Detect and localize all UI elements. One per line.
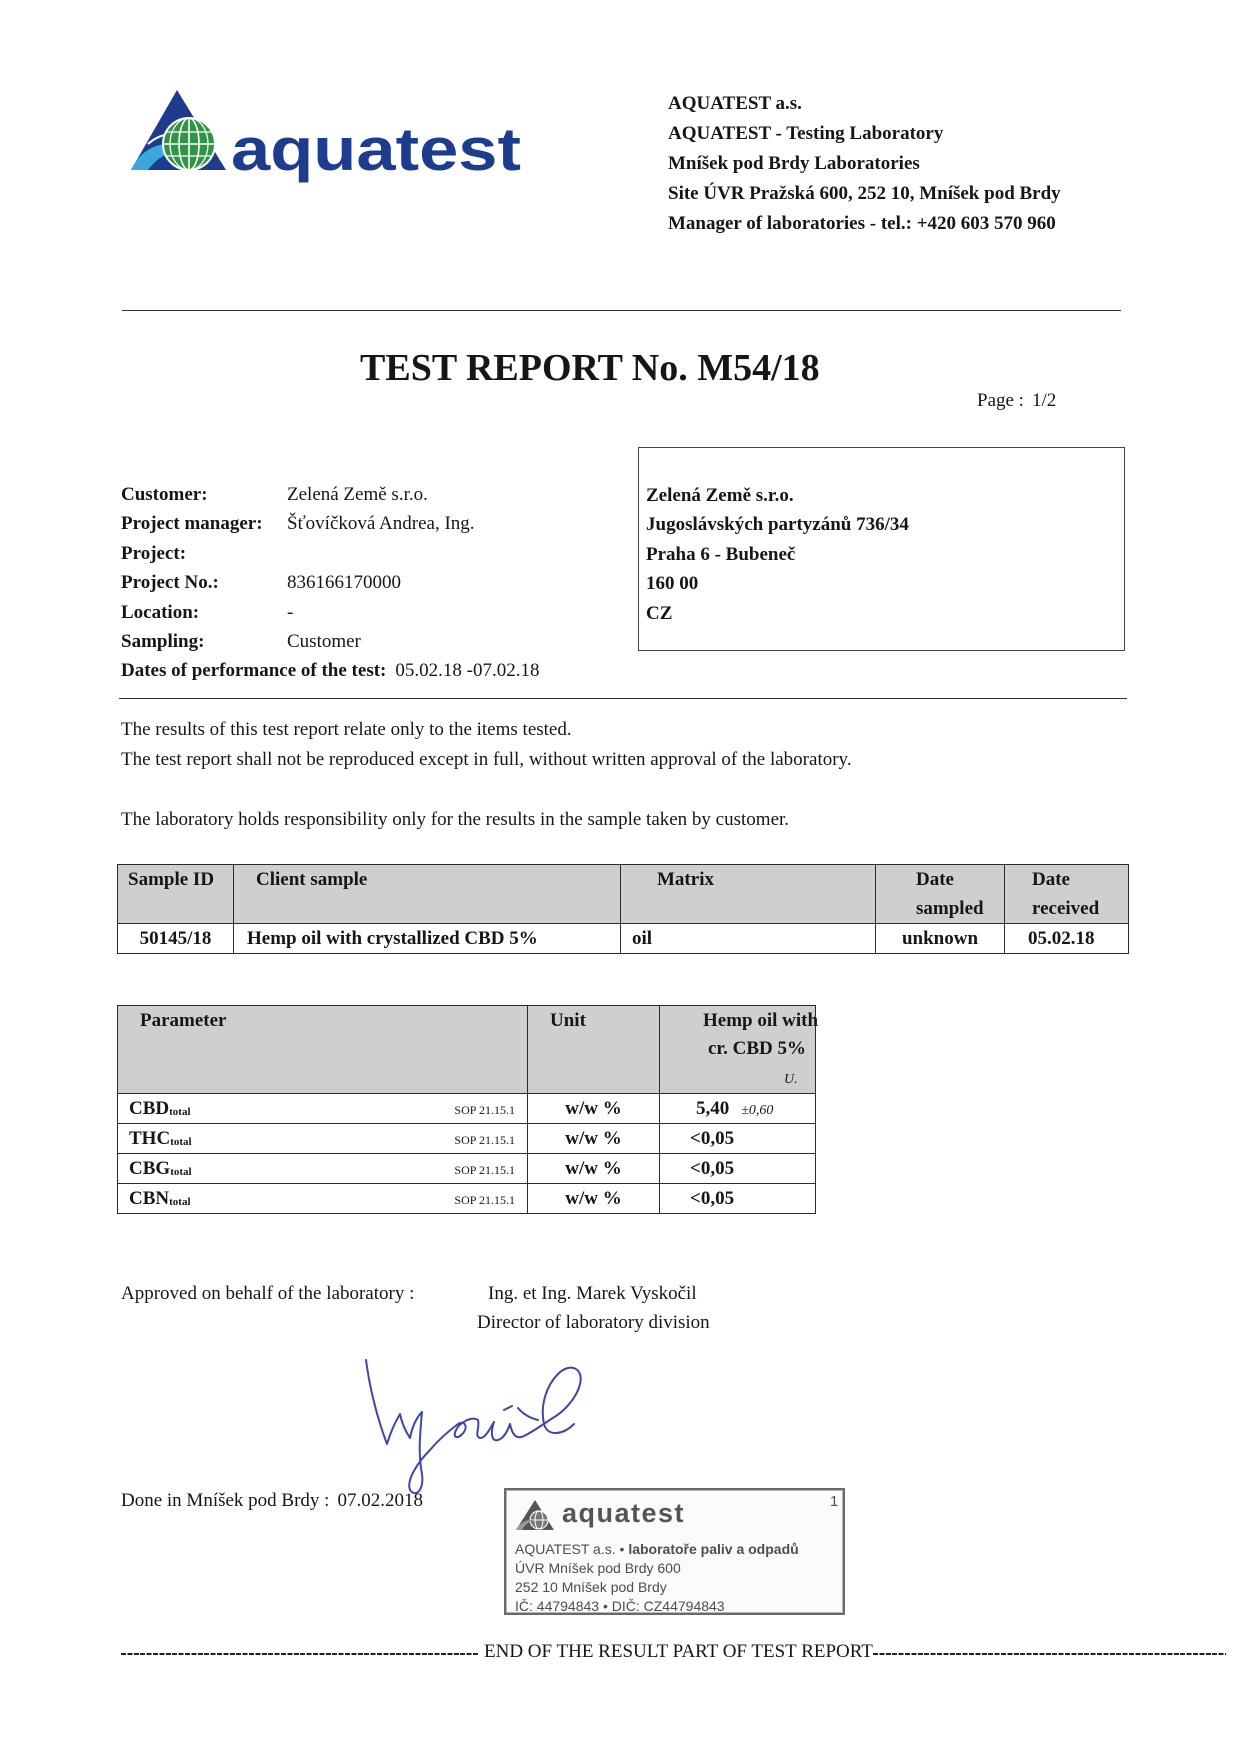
value-cell — [660, 1184, 816, 1214]
field-label: Project No.: — [121, 572, 219, 594]
parameter-name — [129, 1188, 191, 1210]
table-row — [118, 1154, 816, 1184]
dashed-rule — [121, 1653, 478, 1654]
date-received-cell: 05.02.18 — [1005, 924, 1129, 954]
stamp-address-line: ÚVR Mníšek pod Brdy 600 — [515, 1560, 681, 1576]
parameter-name — [129, 1158, 192, 1180]
end-of-results-text: END OF THE RESULT PART OF TEST REPORT — [484, 1641, 873, 1662]
globe-icon — [163, 118, 215, 170]
dashed-rule — [873, 1653, 1226, 1654]
date-sampled-cell: unknown — [876, 924, 1005, 954]
sample-id-cell: 50145/18 — [118, 924, 234, 954]
client-sample-cell: Hemp oil with crystallized CBD 5% — [234, 924, 621, 954]
lab-contact: Manager of laboratories - tel.: +420 603 570 960 — [668, 213, 1056, 234]
place-and-date — [121, 1490, 423, 1512]
field-value: Customer — [287, 630, 361, 652]
parameter-name — [129, 1128, 192, 1150]
table-row — [118, 1094, 816, 1124]
stamp-ids-line: IČ: 44794843 • DIČ: CZ44794843 — [515, 1598, 725, 1614]
parameter-cell — [118, 1124, 528, 1154]
parameter-cell — [118, 1184, 528, 1214]
sample-table — [117, 864, 1129, 954]
result-value: <0,05 — [690, 1157, 735, 1179]
customer-row — [121, 480, 539, 509]
table-header-row — [118, 865, 1129, 924]
customer-info — [121, 480, 539, 686]
method-code: SOP 21.15.1 — [454, 1162, 515, 1177]
results-table — [117, 1005, 819, 1214]
column-header-sample-id: Sample ID — [118, 865, 234, 924]
method-code: SOP 21.15.1 — [454, 1102, 515, 1117]
location-row — [121, 598, 539, 627]
header-divider — [122, 310, 1121, 311]
parameter-cell — [118, 1094, 528, 1124]
field-label: Project: — [121, 542, 187, 564]
logo-wordmark: aquatest — [231, 116, 522, 183]
address-line: Praha 6 - Bubeneč — [646, 543, 796, 565]
project-manager-row — [121, 509, 539, 538]
place-label: Done in Mníšek pod Brdy : — [121, 1490, 330, 1511]
column-header-date-received — [1005, 865, 1129, 924]
stamp-logo-icon — [515, 1499, 555, 1531]
parameter-subscript: total — [169, 1195, 191, 1208]
column-header-unit: Unit — [528, 1006, 660, 1094]
address-line: Zelená Země s.r.o. — [646, 485, 794, 506]
parameter-symbol: CBG — [129, 1157, 171, 1179]
column-header-date-sampled — [876, 865, 1005, 924]
field-value: Šťovíčková Andrea, Ing. — [287, 513, 475, 535]
method-code: SOP 21.15.1 — [454, 1192, 515, 1207]
project-number-row — [121, 568, 539, 597]
field-value: Zelená Země s.r.o. — [287, 484, 428, 505]
header-line: Date — [916, 869, 954, 890]
parameter-subscript: total — [169, 1105, 191, 1118]
table-row — [118, 1184, 816, 1214]
unit-cell: w/w % — [528, 1124, 660, 1154]
note-line: The test report shall not be reproduced except in full, without written approval of the laboratory. — [121, 749, 852, 770]
page-value: 1/2 — [1031, 390, 1057, 411]
header-line: cr. CBD 5% — [708, 1038, 806, 1059]
parameter-symbol: CBD — [129, 1097, 170, 1119]
matrix-cell: oil — [621, 924, 876, 954]
address-line: Jugoslávských partyzánů 736/34 — [646, 514, 909, 536]
note-line: The results of this test report relate only to the items tested. — [121, 719, 572, 740]
result-value: <0,05 — [690, 1127, 735, 1149]
field-label: Sampling: — [121, 630, 205, 652]
table-row — [118, 1124, 816, 1154]
table-header-row — [118, 1006, 816, 1094]
field-label: Customer: — [121, 484, 208, 505]
lab-branch: Mníšek pod Brdy Laboratories — [668, 153, 920, 174]
uncertainty-header: U. — [784, 1072, 798, 1087]
stamp-company-line — [515, 1540, 799, 1559]
column-header-matrix: Matrix — [621, 865, 876, 924]
result-value: 5,40 — [696, 1097, 730, 1119]
parameter-name — [129, 1098, 191, 1120]
stamp-wordmark: aquatest — [562, 1498, 686, 1528]
lab-company: AQUATEST a.s. — [668, 93, 802, 114]
unit-cell: w/w % — [528, 1154, 660, 1184]
value-cell — [660, 1094, 816, 1124]
value-cell — [660, 1124, 816, 1154]
result-value: <0,05 — [690, 1187, 735, 1209]
parameter-cell — [118, 1154, 528, 1184]
parameter-symbol: THC — [129, 1127, 171, 1149]
page-number — [977, 390, 1056, 412]
approval-label: Approved on behalf of the laboratory : — [121, 1283, 415, 1304]
field-value: 836166170000 — [287, 572, 401, 594]
header-line: sampled — [916, 898, 984, 919]
stamp-division: laboratoře paliv a odpadů — [628, 1541, 799, 1557]
stamp-number: 1 — [830, 1493, 839, 1510]
end-of-results-line — [121, 1640, 1226, 1664]
project-row — [121, 539, 539, 568]
field-value: - — [287, 601, 294, 623]
parameter-symbol: CBN — [129, 1187, 170, 1209]
table-row — [118, 924, 1129, 954]
column-header-client-sample: Client sample — [234, 865, 621, 924]
column-header-parameter: Parameter — [118, 1006, 528, 1094]
field-value: 05.02.18 -07.02.18 — [395, 660, 540, 682]
handwritten-signature — [360, 1350, 600, 1500]
address-line: 160 00 — [646, 573, 699, 595]
field-label: Project manager: — [121, 513, 263, 535]
lab-site: Site ÚVR Pražská 600, 252 10, Mníšek pod Brdy — [668, 183, 1061, 204]
aquatest-logo — [128, 84, 528, 184]
result-uncertainty: ±0,60 — [741, 1102, 774, 1118]
lab-name: AQUATEST - Testing Laboratory — [668, 123, 944, 144]
address-line: CZ — [646, 602, 673, 624]
page-label: Page : — [977, 390, 1024, 411]
header-line: received — [1032, 898, 1100, 919]
approver-name: Ing. et Ing. Marek Vyskočil — [488, 1283, 697, 1304]
stamp-company: AQUATEST a.s. • — [515, 1541, 625, 1557]
header-line: Date — [1032, 869, 1070, 890]
stamp-city-line: 252 10 Mníšek pod Brdy — [515, 1579, 667, 1595]
unit-cell: w/w % — [528, 1094, 660, 1124]
method-code: SOP 21.15.1 — [454, 1132, 515, 1147]
note-line: The laboratory holds responsibility only for the results in the sample taken by customer. — [121, 809, 790, 830]
issue-date: 07.02.2018 — [337, 1490, 423, 1511]
approver-position: Director of laboratory division — [477, 1312, 710, 1333]
header-line: Hemp oil with — [703, 1010, 819, 1031]
column-header-sample — [660, 1006, 819, 1094]
parameter-subscript: total — [170, 1135, 192, 1148]
field-label: Location: — [121, 601, 200, 623]
test-dates-row — [121, 656, 539, 685]
laboratory-stamp — [504, 1488, 845, 1615]
customer-address-box — [638, 447, 1125, 651]
value-cell — [660, 1154, 816, 1184]
sampling-row — [121, 627, 539, 656]
unit-cell: w/w % — [528, 1184, 660, 1214]
field-label: Dates of performance of the test: — [121, 660, 387, 682]
section-divider — [119, 698, 1127, 699]
parameter-subscript: total — [170, 1165, 192, 1178]
lab-address-block — [668, 89, 1061, 239]
report-title: TEST REPORT No. M54/18 — [360, 347, 820, 389]
